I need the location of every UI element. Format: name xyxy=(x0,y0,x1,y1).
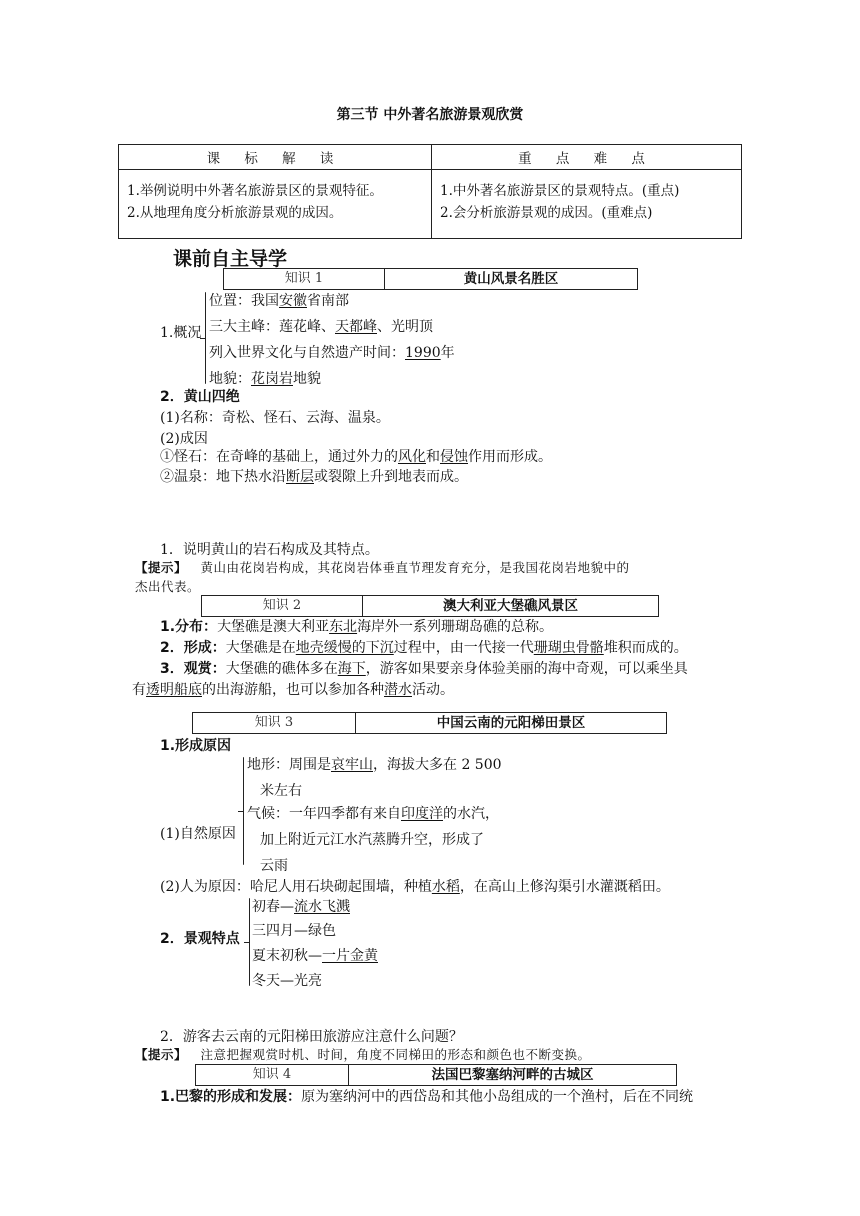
tip-1-cont: 杰出代表。 xyxy=(135,579,201,594)
knowledge-3-box xyxy=(192,712,667,734)
natural-cause-label: (1)自然原因 xyxy=(160,826,236,842)
knowledge-1-label: 知识 1 xyxy=(224,269,385,289)
human-cause: (2)人为原因：哈尼人用石块砌起围墙，种植水稻，在高山上修沟渠引水灌溉稻田。 xyxy=(160,879,670,895)
feature-brace xyxy=(249,898,250,986)
question-2: 2．游客去云南的元阳梯田旅游应注意什么问题？ xyxy=(160,1029,463,1045)
paris-formation: 1.巴黎的形成和发展：原为塞纳河中的西岱岛和其他小岛组成的一个渔村，后在不同统 xyxy=(160,1089,694,1105)
overview-item: 地貌：花岗岩地貌 xyxy=(209,371,321,387)
question-1: 1．说明黄山的岩石构成及其特点。 xyxy=(160,542,379,558)
knowledge-2-box xyxy=(201,595,659,617)
knowledge-1-box xyxy=(223,268,638,290)
four-wonders-names: (1)名称：奇松、怪石、云海、温泉。 xyxy=(160,410,390,426)
four-wonders-title: 2．黄山四绝 xyxy=(160,389,240,405)
objectives-cell-1 xyxy=(119,170,432,239)
overview-item: 列入世界文化与自然遗产时间：1990年 xyxy=(209,345,455,361)
reef-formation: 2．形成：大堡礁是在地壳缓慢的下沉过程中，由一代接一代珊瑚虫骨骼堆积而成的。 xyxy=(160,640,688,656)
four-wonders-cause: (2)成因 xyxy=(160,431,208,447)
knowledge-2-name: 澳大利亚大堡礁风景区 xyxy=(443,598,578,614)
spring-cause: ②温泉：地下热水沿断层或裂隙上升到地表而成。 xyxy=(160,469,468,485)
tip-1: 【提示】 黄山由花岗岩构成，其花岗岩体垂直节理发育充分，是我国花岗岩地貌中的 xyxy=(135,560,630,575)
knowledge-1-name: 黄山风景名胜区 xyxy=(463,271,559,287)
reef-viewing-cont: 有透明船底的出海游船，也可以参加各种潜水活动。 xyxy=(132,682,454,698)
reef-viewing: 3．观赏：大堡礁的礁体多在海下，游客如果要亲身体验美丽的海中奇观，可以乘坐具 xyxy=(160,661,688,677)
objective-line: 1.举例说明中外著名旅游景区的景观特征。 xyxy=(127,183,383,199)
section-title: 课前自主导学 xyxy=(173,248,288,270)
objectives-table xyxy=(118,144,742,239)
objectives-header-2: 重 点 难 点 xyxy=(432,145,742,170)
knowledge-4-label: 知识 4 xyxy=(196,1065,349,1085)
objectives-cell-2 xyxy=(432,170,742,239)
overview-item: 位置：我国安徽省南部 xyxy=(209,293,349,309)
rock-cause: ①怪石：在奇峰的基础上，通过外力的风化和侵蚀作用而形成。 xyxy=(160,449,552,465)
tip-2: 【提示】 注意把握观赏时机、时间，角度不同梯田的形态和颜色也不断变换。 xyxy=(135,1047,591,1062)
knowledge-3-name: 中国云南的元阳梯田景区 xyxy=(436,715,586,731)
feature-item: 夏末初秋—一片金黄 xyxy=(252,948,378,964)
objectives-header-1: 课 标 解 读 xyxy=(119,145,432,170)
overview-label: 1.概况 xyxy=(160,325,202,341)
overview-brace xyxy=(205,292,206,384)
reef-distribution: 1.分布：大堡礁是澳大利亚东北海岸外一系列珊瑚岛礁的总称。 xyxy=(160,619,554,635)
feature-item: 三四月—绿色 xyxy=(252,923,336,939)
knowledge-4-name: 法国巴黎塞纳河畔的古城区 xyxy=(431,1067,594,1083)
natural-cause-brace xyxy=(243,757,244,865)
objective-line: 2.从地理角度分析旅游景观的成因。 xyxy=(127,205,343,221)
terrain-line-cont: 米左右 xyxy=(260,783,302,799)
knowledge-3-label: 知识 3 xyxy=(193,713,356,733)
feature-label: 2．景观特点 xyxy=(160,931,240,947)
terrace-cause-title: 1.形成原因 xyxy=(160,738,232,754)
feature-item: 初春—流水飞溅 xyxy=(252,899,350,915)
knowledge-2-label: 知识 2 xyxy=(202,596,363,616)
knowledge-4-box xyxy=(195,1064,677,1086)
keypoint-line: 2.会分析旅游景观的成因。(重难点) xyxy=(440,205,653,221)
terrain-line: 地形：周围是哀牢山，海拔大多在 2 500 xyxy=(247,757,502,773)
climate-line-cont: 加上附近元江水汽蒸腾升空，形成了 xyxy=(260,832,484,848)
page-title: 第三节 中外著名旅游景观欣赏 xyxy=(336,107,524,123)
overview-item: 三大主峰：莲花峰、天都峰、光明顶 xyxy=(209,319,433,335)
feature-item: 冬天—光亮 xyxy=(252,973,322,989)
climate-line-cont2: 云雨 xyxy=(260,858,288,874)
climate-line: 气候：一年四季都有来自印度洋的水汽， xyxy=(247,806,499,822)
keypoint-line: 1.中外著名旅游景区的景观特点。(重点) xyxy=(440,183,680,199)
